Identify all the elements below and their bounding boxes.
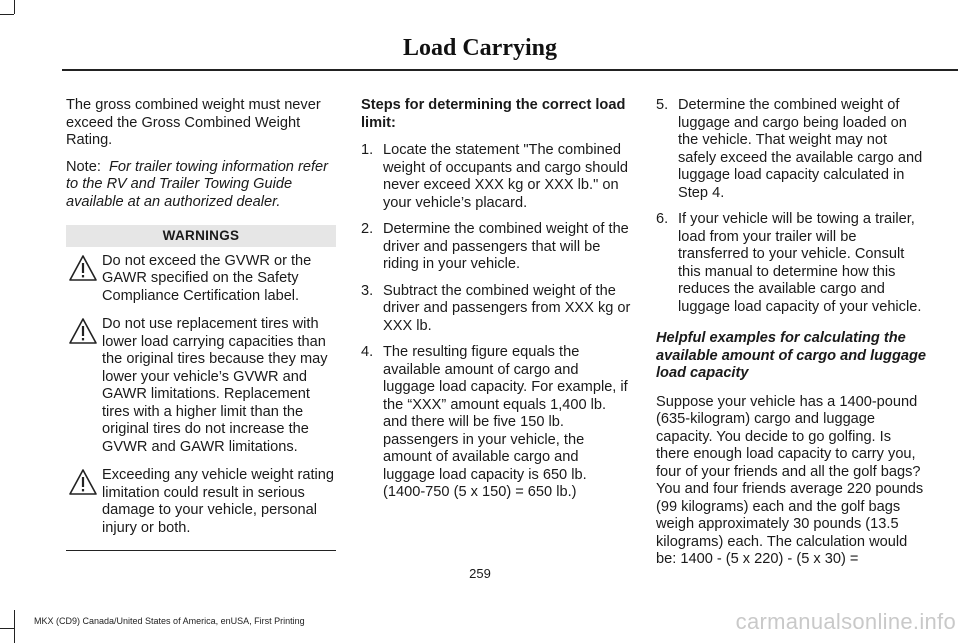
note-body: For trailer towing information refer to the RV and Trailer Towing Guide available at an authorized dealer. [66, 158, 328, 210]
crop-mark [14, 610, 15, 643]
warnings-end-divider [66, 550, 336, 551]
step-text: Determine the combined weight of the driver and passengers that will be riding in your vehicle. [383, 221, 629, 272]
steps-list-continued [656, 97, 928, 316]
warnings-heading: WARNINGS [66, 225, 336, 247]
list-item [361, 142, 631, 212]
warning-triangle-icon [68, 317, 98, 345]
list-item [656, 97, 928, 202]
step-number: 4. [361, 344, 374, 360]
step-text: Subtract the combined weight of the driver and passengers from XXX kg or XXX lb. [383, 282, 631, 334]
warning-triangle-icon [68, 254, 98, 282]
intro-paragraph: The gross combined weight must never exceed the Gross Combined Weight Rating. [66, 97, 321, 148]
step-number: 1. [361, 142, 374, 158]
column-right [656, 97, 928, 578]
warning-item [66, 253, 336, 306]
list-item [656, 211, 928, 316]
print-footer: MKX (CD9) Canada/United States of America, enUSA, First Printing [34, 616, 305, 626]
steps-list [361, 142, 631, 502]
step-text: Determine the combined weight of luggage and cargo being loaded on the vehicle. That weight may not safely exceed the available cargo and luggage load capacity calculated in Step 4. [678, 97, 923, 201]
warning-triangle-icon [68, 468, 98, 496]
list-item [361, 283, 631, 336]
warning-text: Do not use replacement tires with lower load carrying capacities than the original tires because they may lower your vehicle’s GVWR and GAWR limitations. Replacement tires with a higher limit than the original tires do not increase the GVWR and GAWR limitations. [102, 316, 328, 455]
note-label: Note: [66, 158, 101, 175]
warning-text: Do not exceed the GVWR or the GAWR specified on the Safety Compliance Certification label. [102, 252, 312, 304]
list-item [361, 344, 631, 502]
list-item [361, 221, 631, 274]
example-paragraph: Suppose your vehicle has a 1400-pound (635-kilogram) cargo and luggage capacity. You decide to go golfing. Is there enough load capacity to carry you, four of your friends and all the golf bags? You and four friends average 220 pounds (99 kilograms) each and the golf bags weigh approximately 30 pounds (13.5 kilograms) each. The calculation would be: 1400 - (5 x 220) - (5 x 30) = [656, 393, 924, 567]
note-paragraph [66, 159, 336, 212]
step-text: Locate the statement "The combined weight of occupants and cargo should never exceed XXX kg or XXX lb." on your vehicle’s placard. [383, 142, 629, 211]
header-divider [62, 69, 958, 71]
warning-text: Exceeding any vehicle weight rating limitation could result in serious damage to your vehicle, personal injury or both. [102, 467, 335, 536]
crop-mark [0, 14, 14, 15]
step-number: 3. [361, 282, 374, 299]
column-left [66, 97, 336, 551]
crop-mark [14, 0, 15, 14]
step-number: 5. [656, 97, 669, 113]
warning-item [66, 316, 336, 456]
column-middle [361, 97, 631, 511]
crop-mark [0, 628, 14, 629]
warning-item [66, 467, 336, 537]
step-number: 6. [656, 211, 669, 227]
watermark: carmanualsonline.info [735, 609, 956, 634]
steps-heading: Steps for determining the correct load limit: [361, 97, 626, 131]
page-title: Load Carrying [402, 35, 557, 61]
step-text: If your vehicle will be towing a trailer, load from your trailer will be transferred to your vehicle. Consult this manual to determine how this reduces the available cargo and luggage load capacity of your vehicle. [678, 211, 922, 315]
step-text: The resulting figure equals the available amount of cargo and luggage load capacity. For example, if the “XXX” amount equals 1,400 lb. and there will be five 150 lb. passengers in your vehicle, the amount of available cargo and luggage load capacity is 650 lb. (1400-750 (5 x 150) = 650 lb.) [383, 344, 628, 500]
page-number: 259 [469, 566, 491, 581]
step-number: 2. [361, 221, 374, 237]
examples-heading: Helpful examples for calculating the available amount of cargo and luggage load capacity [656, 330, 927, 381]
